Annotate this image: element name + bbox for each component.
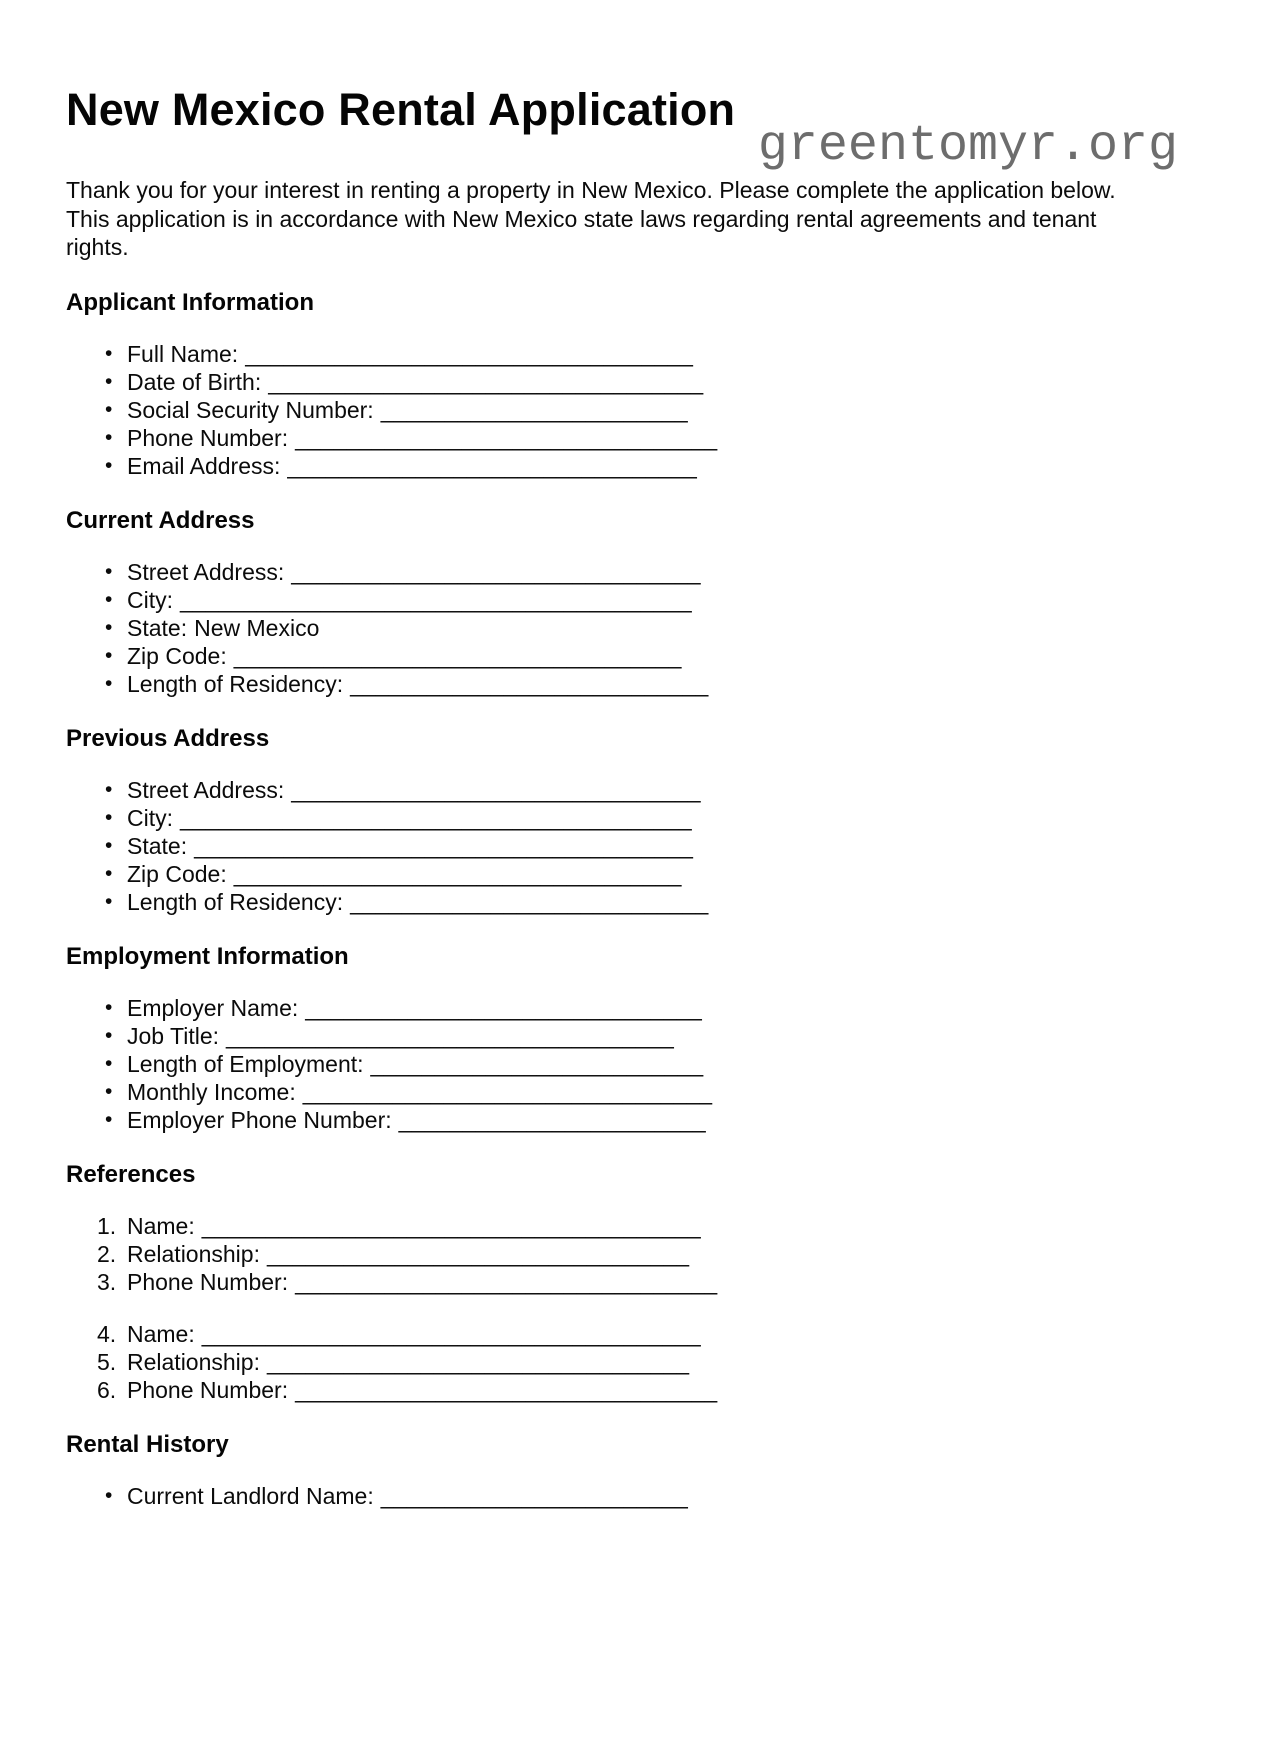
bullet-marker: • (105, 559, 113, 583)
bullet-marker: • (105, 777, 113, 801)
field-blank-line: ________________________________ (287, 452, 697, 479)
bullet-marker: • (105, 671, 113, 695)
field-label: Relationship: (127, 1348, 260, 1375)
field-label: Date of Birth: (127, 368, 262, 395)
field-row (66, 368, 1216, 396)
field-row (66, 396, 1216, 424)
field-blank-line: ________________________ (380, 396, 688, 423)
field-row (66, 424, 1216, 452)
section-heading: References (66, 1160, 196, 1188)
field-blank-line: ____________________________ (350, 670, 709, 697)
field-blank-line: _______________________________ (305, 994, 702, 1021)
field-blank-line: __________________________ (370, 1050, 704, 1077)
number-marker: 1. (97, 1212, 117, 1239)
site-watermark: greentomyr.org (757, 118, 1178, 175)
field-list (66, 776, 1216, 916)
field-row (66, 888, 1216, 916)
field-row (66, 860, 1216, 888)
field-blank-line: ________________________________________ (180, 804, 692, 831)
number-marker: 3. (97, 1268, 117, 1295)
field-list (66, 1482, 1216, 1510)
number-marker: 2. (97, 1240, 117, 1267)
intro-paragraph: Thank you for your interest in renting a property in New Mexico. Please complete the application below. This application is in accordance with New Mexico state laws regarding rental agreements and tenant rights. (66, 177, 1116, 260)
field-list (66, 340, 1216, 480)
bullet-marker: • (105, 1483, 113, 1507)
field-list (66, 994, 1216, 1134)
field-row (66, 994, 1216, 1022)
bullet-marker: • (105, 369, 113, 393)
field-label: Length of Residency: (127, 670, 344, 697)
field-row (66, 1268, 1216, 1296)
bullet-marker: • (105, 833, 113, 857)
field-blank-line: ________________________________ (291, 776, 701, 803)
page-title: New Mexico Rental Application (66, 84, 736, 135)
field-label: Length of Residency: (127, 888, 344, 915)
field-label: Job Title: (127, 1022, 220, 1049)
field-label: Social Security Number: (127, 396, 374, 423)
field-row (66, 1022, 1216, 1050)
section-heading: Rental History (66, 1430, 229, 1458)
field-row (66, 1320, 1216, 1348)
field-label: Employer Phone Number: (127, 1106, 392, 1133)
field-blank-line: _______________________________________ (194, 832, 693, 859)
field-row (66, 452, 1216, 480)
field-blank-line: ____________________________ (350, 888, 709, 915)
bullet-marker: • (105, 1051, 113, 1075)
field-blank-line: ________________________________ (302, 1078, 713, 1105)
field-label: Current Landlord Name: (127, 1482, 374, 1509)
section-rental-history (66, 1430, 1216, 1510)
bullet-marker: • (105, 1107, 113, 1131)
field-row (66, 804, 1216, 832)
field-blank-line: ___________________________________ (233, 642, 682, 669)
number-marker: 6. (97, 1376, 117, 1403)
bullet-marker: • (105, 1023, 113, 1047)
bullet-marker: • (105, 341, 113, 365)
field-row (66, 1078, 1216, 1106)
field-label: Name: (127, 1320, 195, 1347)
bullet-marker: • (105, 453, 113, 477)
field-label: Phone Number: (127, 1268, 289, 1295)
field-blank-line: _________________________________ (295, 1376, 718, 1403)
number-marker: 5. (97, 1348, 117, 1375)
field-label: Email Address: (127, 452, 281, 479)
field-row (66, 586, 1216, 614)
field-label: City: (127, 586, 173, 613)
bullet-marker: • (105, 397, 113, 421)
field-blank-line: _______________________________________ (201, 1212, 701, 1239)
field-row (66, 340, 1216, 368)
field-label: State: (127, 832, 188, 859)
field-row (66, 776, 1216, 804)
field-label: Name: (127, 1212, 195, 1239)
sections (66, 288, 1216, 1510)
field-blank-line: _________________________________ (266, 1240, 690, 1267)
field-blank-line: _________________________________ (295, 1268, 718, 1295)
bullet-marker: • (105, 995, 113, 1019)
field-blank-line: ________________________________ (291, 558, 701, 585)
field-label: Length of Employment: (127, 1050, 364, 1077)
section-heading: Employment Information (66, 942, 349, 970)
field-row (66, 614, 1216, 642)
field-list (66, 558, 1216, 698)
section-employment-information (66, 942, 1216, 1134)
field-label: Relationship: (127, 1240, 260, 1267)
field-blank-line: ________________________ (398, 1106, 706, 1133)
field-blank-line: ___________________________________ (226, 1022, 674, 1049)
field-label: Zip Code: (127, 642, 227, 669)
bullet-marker: • (105, 425, 113, 449)
field-row (66, 1212, 1216, 1240)
section-previous-address (66, 724, 1216, 916)
field-row (66, 1240, 1216, 1268)
section-applicant-information (66, 288, 1216, 480)
field-row (66, 1376, 1216, 1404)
section-current-address (66, 506, 1216, 698)
field-row (66, 832, 1216, 860)
field-label: Employer Name: (127, 994, 299, 1021)
bullet-marker: • (105, 587, 113, 611)
bullet-marker: • (105, 889, 113, 913)
field-value: New Mexico (194, 614, 320, 641)
section-heading: Current Address (66, 506, 255, 534)
field-blank-line: __________________________________ (268, 368, 704, 395)
field-blank-line: _________________________________ (266, 1348, 690, 1375)
field-row (66, 1348, 1216, 1376)
bullet-marker: • (105, 1079, 113, 1103)
field-label: Full Name: (127, 340, 239, 367)
field-blank-line: ________________________________________ (180, 586, 692, 613)
bullet-marker: • (105, 805, 113, 829)
field-row (66, 558, 1216, 586)
bullet-marker: • (105, 861, 113, 885)
field-label: Street Address: (127, 776, 285, 803)
field-list (66, 1212, 1216, 1296)
field-row (66, 1106, 1216, 1134)
field-blank-line: ________________________ (380, 1482, 688, 1509)
field-blank-line: ___________________________________ (245, 340, 693, 367)
field-blank-line: _________________________________ (295, 424, 718, 451)
field-row (66, 670, 1216, 698)
field-label: Phone Number: (127, 1376, 289, 1403)
field-label: Monthly Income: (127, 1078, 296, 1105)
field-list (66, 1320, 1216, 1404)
bullet-marker: • (105, 643, 113, 667)
document-page (0, 84, 1282, 1743)
field-blank-line: _______________________________________ (201, 1320, 701, 1347)
bullet-marker: • (105, 615, 113, 639)
field-row (66, 1050, 1216, 1078)
field-row (66, 1482, 1216, 1510)
field-label: Zip Code: (127, 860, 227, 887)
section-heading: Applicant Information (66, 288, 314, 316)
field-label: Street Address: (127, 558, 285, 585)
field-label: Phone Number: (127, 424, 289, 451)
section-references (66, 1160, 1216, 1404)
field-row (66, 642, 1216, 670)
field-label: State: (127, 614, 188, 641)
number-marker: 4. (97, 1320, 117, 1347)
field-blank-line: ___________________________________ (233, 860, 682, 887)
field-label: City: (127, 804, 173, 831)
section-heading: Previous Address (66, 724, 270, 752)
